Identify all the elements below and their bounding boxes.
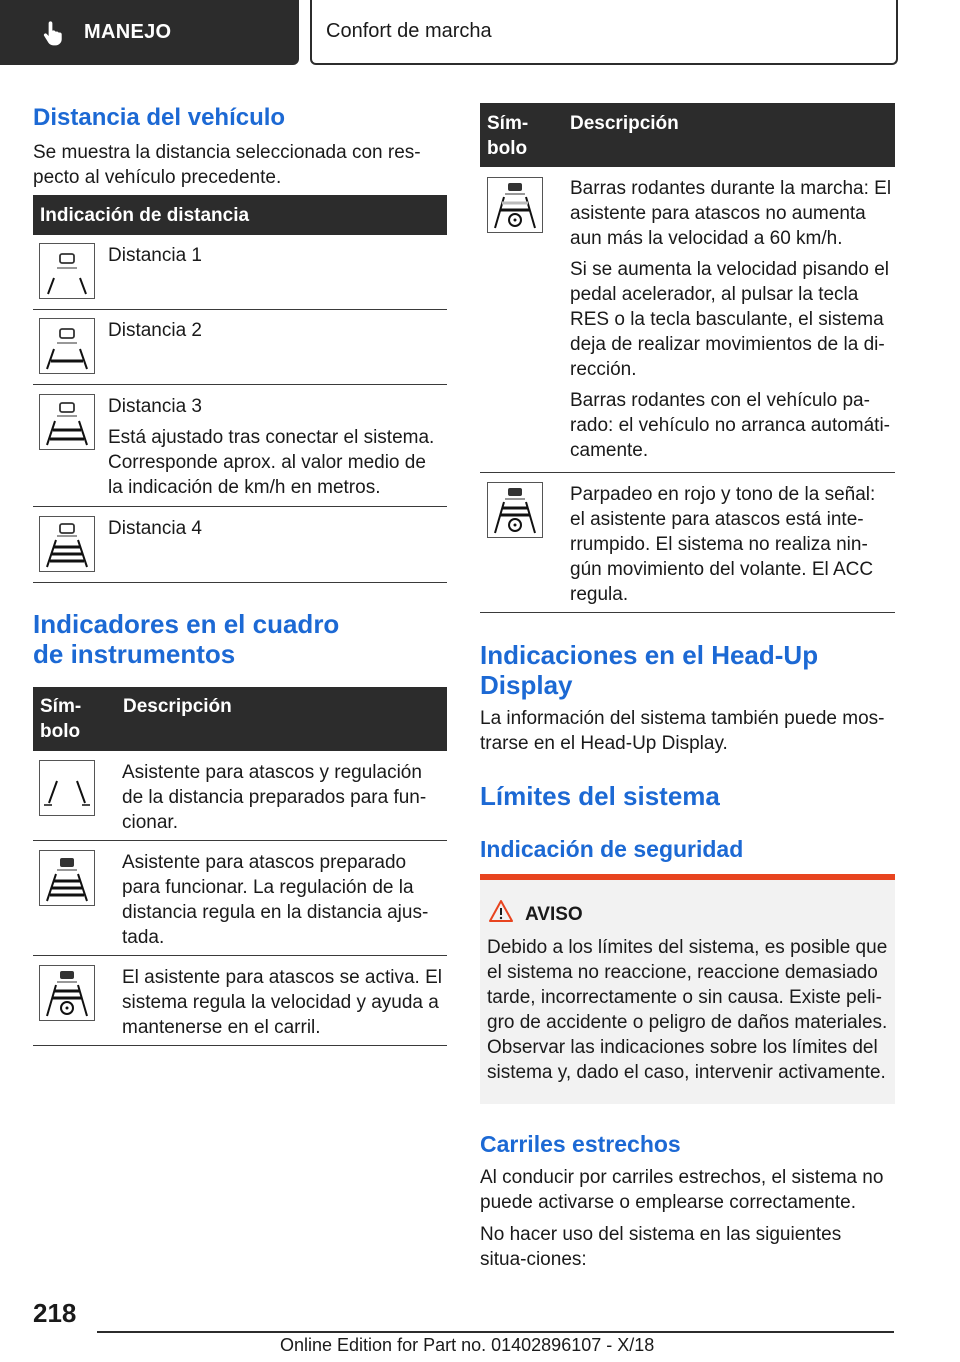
car-lanes-icon xyxy=(39,850,95,906)
distance-row-2-text: Distancia 2 xyxy=(108,320,202,341)
row-divider xyxy=(33,1045,447,1046)
distance-4-icon xyxy=(39,516,95,572)
symbol-column-header: Sím-bolo xyxy=(40,696,82,742)
description-column-header: Descripción xyxy=(570,113,679,134)
heading-vehicle-distance: Distancia del vehículo xyxy=(33,104,286,131)
row-divider xyxy=(33,309,447,310)
row-divider xyxy=(33,840,447,841)
distance-row-3-text: Distancia 3 Está ajustado tras conectar el sistema. Corresponde aprox. al valor medio de la indicación de km/h en metros. xyxy=(108,396,435,498)
page-number: 218 xyxy=(33,1298,77,1328)
section-tab xyxy=(0,0,299,65)
paragraph-vehicle-distance: Se muestra la distancia seleccionada con res-pecto al vehículo precedente. xyxy=(33,142,421,188)
paragraph-narrow-lanes-1: Al conducir por carriles estrechos, el sistema no puede activarse o emplearse correctamente. xyxy=(480,1167,884,1213)
symbol-column-header: Sím-bolo xyxy=(487,113,529,159)
warning-title: AVISO xyxy=(525,904,583,925)
distance-table-header-label: Indicación de distancia xyxy=(40,205,250,226)
indicator-row-3-text: El asistente para atascos se activa. El sistema regula la velocidad y ayuda a mantenerse en el carril. xyxy=(122,967,442,1038)
heading-instrument-indicators: Indicadores en el cuadro de instrumentos xyxy=(33,609,340,669)
right-row-1-text: Barras rodantes durante la marcha: El asistente para atascos no aumenta aun más la velocidad a 60 km/h. Si se aumenta la velocidad pisando el pedal acelerador, al pulsar la tecla RES o la tecla basculante, el sistema deja de realizar movimientos de la di-rección. Barras rodantes con el vehículo pa-rado: el vehículo no arranca automáti-camente. xyxy=(570,178,892,461)
footer-divider xyxy=(97,1331,894,1333)
paragraph-head-up-display: La información del sistema también puede mos-trarse en el Head-Up Display. xyxy=(480,708,885,754)
row-divider xyxy=(33,582,447,583)
heading-head-up-display: Indicaciones en el Head-Up Display xyxy=(480,640,819,700)
distance-1-icon xyxy=(39,243,95,299)
distance-row-1-text: Distancia 1 xyxy=(108,245,202,266)
heading-narrow-lanes: Carriles estrechos xyxy=(480,1131,681,1157)
section-label: MANEJO xyxy=(84,21,172,43)
indicators-table-header xyxy=(33,687,447,751)
lane-lines-icon xyxy=(39,760,95,816)
row-divider xyxy=(33,506,447,507)
hand-pointer-icon xyxy=(40,19,68,47)
car-steering-icon xyxy=(39,965,95,1021)
warning-text: Debido a los límites del sistema, es posible que el sistema no reaccione, reaccione demasiado tarde, incorrectamente o sin causa. Existe peli-gro de accidente o peligro de daños materiales. Observar las indicaciones sobre los límites del sistema y, dado el caso, intervenir activamente. xyxy=(487,937,888,1083)
row-divider xyxy=(480,612,895,613)
row-divider xyxy=(480,472,895,473)
indicator-row-1-text: Asistente para atascos y regulación de la distancia preparados para fun-cionar. xyxy=(122,762,427,833)
heading-system-limits: Límites del sistema xyxy=(480,781,720,811)
distance-3-icon xyxy=(39,394,95,450)
warning-triangle-icon xyxy=(488,899,514,923)
distance-2-icon xyxy=(39,318,95,374)
paragraph-narrow-lanes-2: No hacer uso del sistema en las siguientes situa-ciones: xyxy=(480,1224,842,1270)
description-column-header: Descripción xyxy=(123,696,232,717)
right-table-header xyxy=(480,103,895,167)
row-divider xyxy=(33,955,447,956)
car-steering-rolling-icon xyxy=(487,177,543,233)
chapter-tab xyxy=(310,0,898,65)
distance-row-4-text: Distancia 4 xyxy=(108,518,202,539)
car-steering-red-icon xyxy=(487,482,543,538)
chapter-label: Confort de marcha xyxy=(326,20,492,42)
right-row-2-text: Parpadeo en rojo y tono de la señal: el asistente para atascos está inte-rrumpido. El sistema no realiza nin-gún movimiento del volante. El ACC regula. xyxy=(570,484,876,605)
row-divider xyxy=(33,384,447,385)
heading-safety-note: Indicación de seguridad xyxy=(480,836,744,862)
indicator-row-2-text: Asistente para atascos preparado para funcionar. La regulación de la distancia regula en la distancia ajus-tada. xyxy=(122,852,429,948)
footer-edition: Online Edition for Part no. 01402896107 - X/18 xyxy=(280,1335,655,1355)
distance-table-header xyxy=(33,195,447,235)
